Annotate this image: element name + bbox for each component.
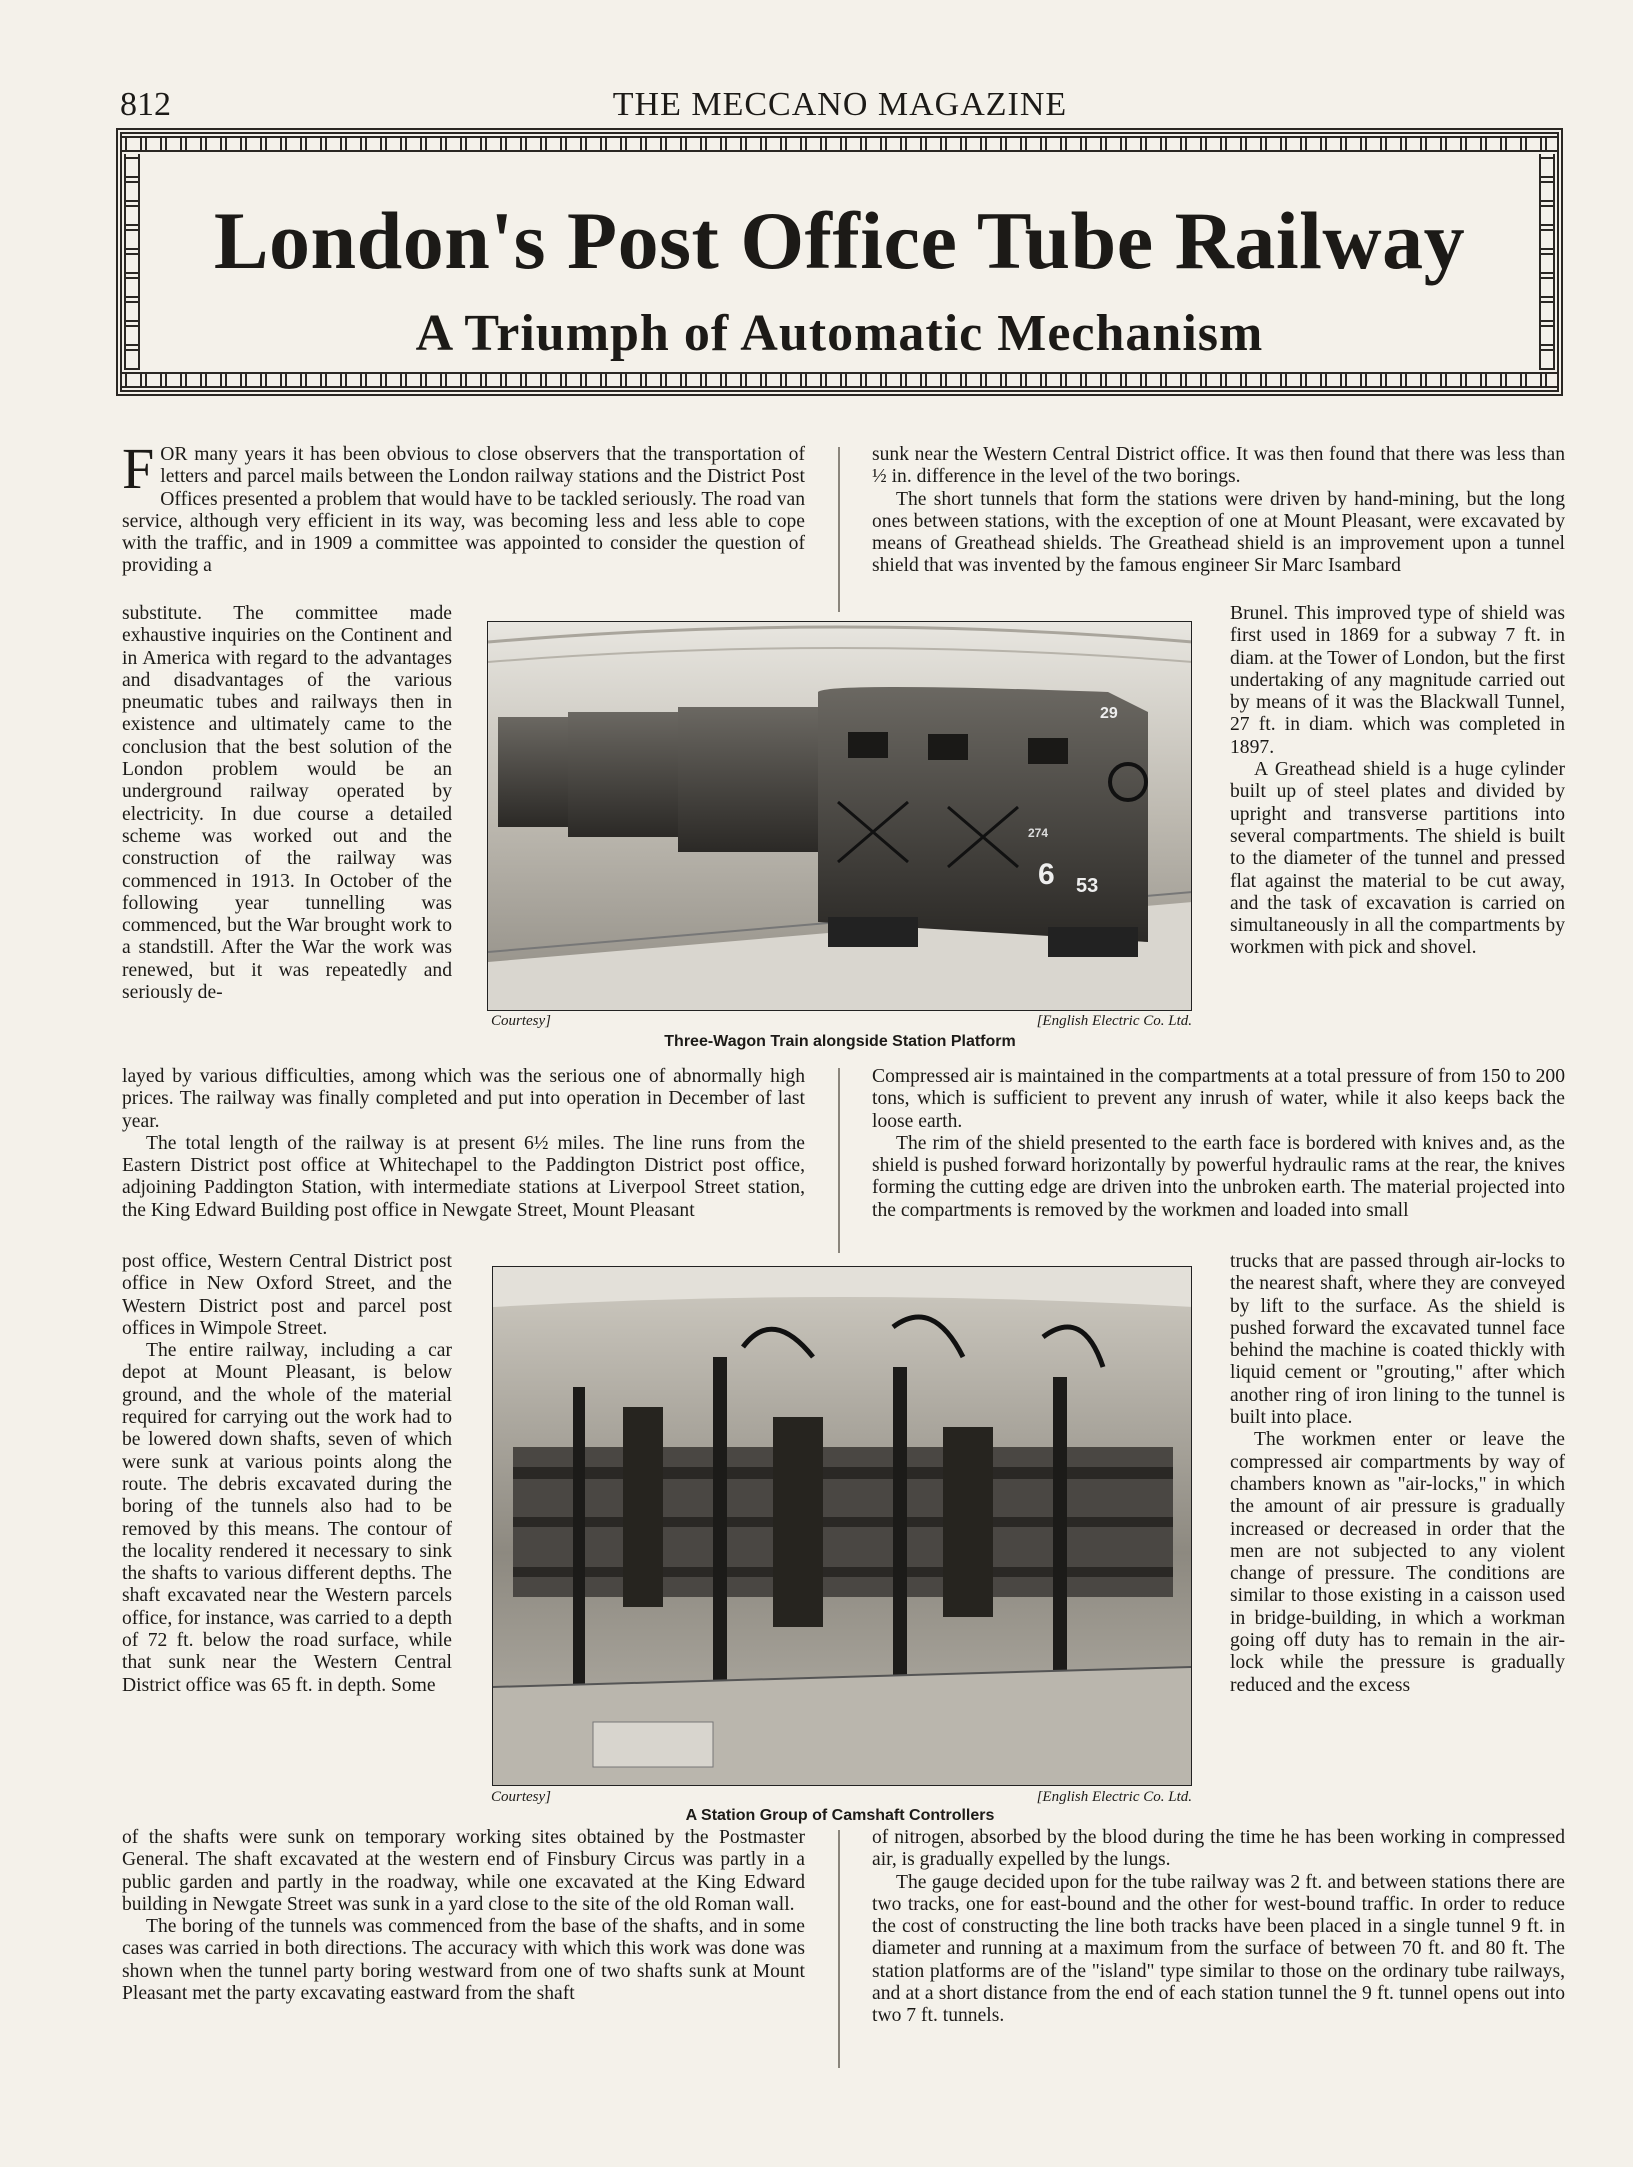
article-title: London's Post Office Tube Railway: [213, 195, 1466, 286]
paragraph: The workmen enter or leave the compressed air compartments by way of chambers known as "air-locks," in which the amount of air pressure is gradually increased or decreased in order that the men are not subjected to any violent change of pressure. The conditions are similar to those existing in a caisson used in bridge-building, in which a workman going off duty has to remain in the air-lock while the pressure is gradually reduced and the excess: [1230, 1429, 1565, 1696]
text-block-left-2: [122, 603, 452, 1066]
figure-caption: A Station Group of Camshaft Controllers: [685, 1807, 995, 1824]
text-block-right-3: [872, 1066, 1565, 1251]
text-block-left-3: [122, 1066, 805, 1251]
train-photo: [487, 621, 1192, 1011]
paragraph: The short tunnels that form the stations were driven by hand-mining, but the long ones between stations, with the exception of one at Mount Pleasant, were excavated by means of Greathead shields. The Greathead shield is an improvement upon a tunnel shield that was invented by the famous engineer Sir Marc Isambard: [872, 488, 1565, 577]
title-frame: [116, 128, 1563, 396]
paragraph: The boring of the tunnels was commenced from the base of the shafts, and in some cases was carried in both directions. The accuracy with which this work was done was shown when the tunnel party boring westward from one of two shafts sunk at Mount Pleasant met the party excavating eastward from the shaft: [122, 1916, 805, 2005]
photo-courtesy: Courtesy]: [491, 1013, 551, 1029]
column-divider: [838, 447, 840, 612]
controllers-photo: [492, 1266, 1192, 1786]
frame-border-bottom: [122, 372, 1557, 388]
page-number: 812: [120, 86, 171, 123]
photo-credit: [English Electric Co. Ltd.: [1036, 1013, 1192, 1029]
paragraph: The gauge decided upon for the tube railway was 2 ft. and between stations there are two tracks, one for east-bound and the other for west-bound traffic. In order to reduce the cost of constructing the line both tracks have been placed in a single tunnel 9 ft. in diameter and running at a maximum from the surface of between 70 ft. and 80 ft. The station platforms are of the "island" type similar to those on the ordinary tube railways, and at a short distance from the end of each station tunnel the 9 ft. tunnel opens out into two 7 ft. tunnels.: [872, 1871, 1565, 2027]
article-subtitle: A Triumph of Automatic Mechanism: [415, 305, 1264, 362]
running-header: [120, 80, 1560, 128]
text-block-right-4: [1230, 1251, 1565, 1827]
text-block-left-4: [122, 1251, 452, 1827]
text-block-right-5: [872, 1827, 1565, 2067]
wagon-number-label: 6: [1038, 858, 1055, 891]
paragraph: of nitrogen, absorbed by the blood during the time he has been working in compressed air, is gradually expelled by the lungs.: [872, 1827, 1565, 1871]
wagon-number-label: 29: [1100, 705, 1118, 722]
text-block-right-1: [872, 444, 1565, 604]
paragraph: The rim of the shield presented to the earth face is bordered with knives and, as the shield is pushed forward horizontally by powerful hydraulic rams at the rear, the knives forming the cutting edge are driven into the unbroken earth. The material projected into the compartments is removed by the workmen and loaded into small: [872, 1132, 1565, 1221]
text-block-left-5: [122, 1827, 805, 2067]
wagon-number-label: 274: [1028, 826, 1049, 840]
figure-controllers: [455, 1251, 1225, 1827]
paragraph: Brunel. This improved type of shield was first used in 1869 for a subway 7 ft. in diam. at the Tower of London, but the first undertaking of any magnitude carried out by means of it was the Blackwall Tunnel, 27 ft. in diam. which was completed in 1897.: [1230, 603, 1565, 758]
paragraph: trucks that are passed through air-locks to the nearest shaft, where they are conveyed by lift to the surface. As the shield is pushed forward the excavated tunnel face behind the machine is coated thickly with liquid cement or "grouting," after which another ring of iron lining to the tunnel is built into place.: [1230, 1251, 1565, 1429]
paragraph: sunk near the Western Central District office. It was then found that there was less than ½ in. difference in the level of the two borings.: [872, 444, 1565, 488]
paragraph: The total length of the railway is at present 6½ miles. The line runs from the Eastern District post office at Whitechapel to the Paddington District post office, adjoining Paddington Station, with intermediate stations at Liverpool Street station, the King Edward Building post office in Newgate Street, Mount Pleasant: [122, 1132, 805, 1221]
paragraph: Compressed air is maintained in the compartments at a total pressure of from 150 to 200 tons, which is sufficient to prevent any inrush of water, while it also keeps back the loose earth.: [872, 1066, 1565, 1132]
text-block-right-2: [1230, 603, 1565, 1066]
paragraph: substitute. The committee made exhaustive inquiries on the Continent and in America with regard to the advantages and disadvantages of the various pneumatic tubes and railways then in existence and ultimately came to the conclusion that the best solution of the London problem would be an underground railway operated by electricity. In due course a detailed scheme was worked out and the construction of the railway was commenced in 1913. In October of the following year tunnelling was commenced, but the War brought work to a standstill. After the War the work was renewed, but it was repeatedly and seriously de-: [122, 603, 452, 1004]
paragraph: A Greathead shield is a huge cylinder built up of steel plates and divided by upright and transverse partitions into several compartments. The shield is built to the diameter of the tunnel and pressed flat against the material to be cut away, and the task of excavation is carried on simultaneously in all the compartments by workmen with pick and shovel.: [1230, 759, 1565, 959]
figure-caption: Three-Wagon Train alongside Station Platform: [664, 1033, 1016, 1050]
paragraph: of the shafts were sunk on temporary working sites obtained by the Postmaster General. The shaft excavated at the western end of Finsbury Circus was partly in a public garden and partly in the roadway, while one excavated at the King Edward building in Newgate Street was sunk in a yard close to the site of the old Roman wall.: [122, 1827, 805, 1915]
wagon-number-label: 53: [1076, 875, 1099, 897]
paragraph: layed by various difficulties, among which was the serious one of abnormally high prices. The railway was finally completed and put into operation in December of last year.: [122, 1066, 805, 1132]
photo-courtesy: Courtesy]: [491, 1789, 551, 1805]
frame-border-top: [122, 136, 1557, 152]
train-photo-illustration: [488, 622, 1192, 1011]
column-divider: [838, 1068, 840, 1253]
figure-train: [455, 603, 1225, 1066]
controllers-photo-illustration: [493, 1267, 1192, 1786]
drop-cap: F: [122, 436, 155, 501]
photo-credit: [English Electric Co. Ltd.: [1036, 1789, 1192, 1805]
paragraph: The entire railway, including a car depot at Mount Pleasant, is below ground, and the whole of the material required for carrying out the work had to be lowered down shafts, seven of which were sunk at various points along the route. The debris excavated during the boring of the tunnels also had to be removed by this means. The contour of the locality rendered it necessary to sink the shafts to various different depths. The shaft excavated near the Western parcels office, for instance, was carried to a depth of 72 ft. below the road surface, while that sunk near the Western Central District office was 65 ft. in depth. Some: [122, 1340, 452, 1696]
paragraph: post office, Western Central District post office in New Oxford Street, and the Western District post and parcel post offices in Wimpole Street.: [122, 1251, 452, 1339]
paragraph: OR many years it has been obvious to close observers that the transportation of letters and parcel mails between the London railway stations and the District Post Offices presented a problem that would have to be tackled seriously. The road van service, although very efficient in its way, was becoming less and less able to cope with the traffic, and in 1909 a committee was appointed to consider the question of providing a: [122, 444, 805, 577]
text-block-left-1: [122, 436, 805, 604]
column-divider: [838, 1830, 840, 2068]
magazine-title: THE MECCANO MAGAZINE: [612, 86, 1068, 123]
